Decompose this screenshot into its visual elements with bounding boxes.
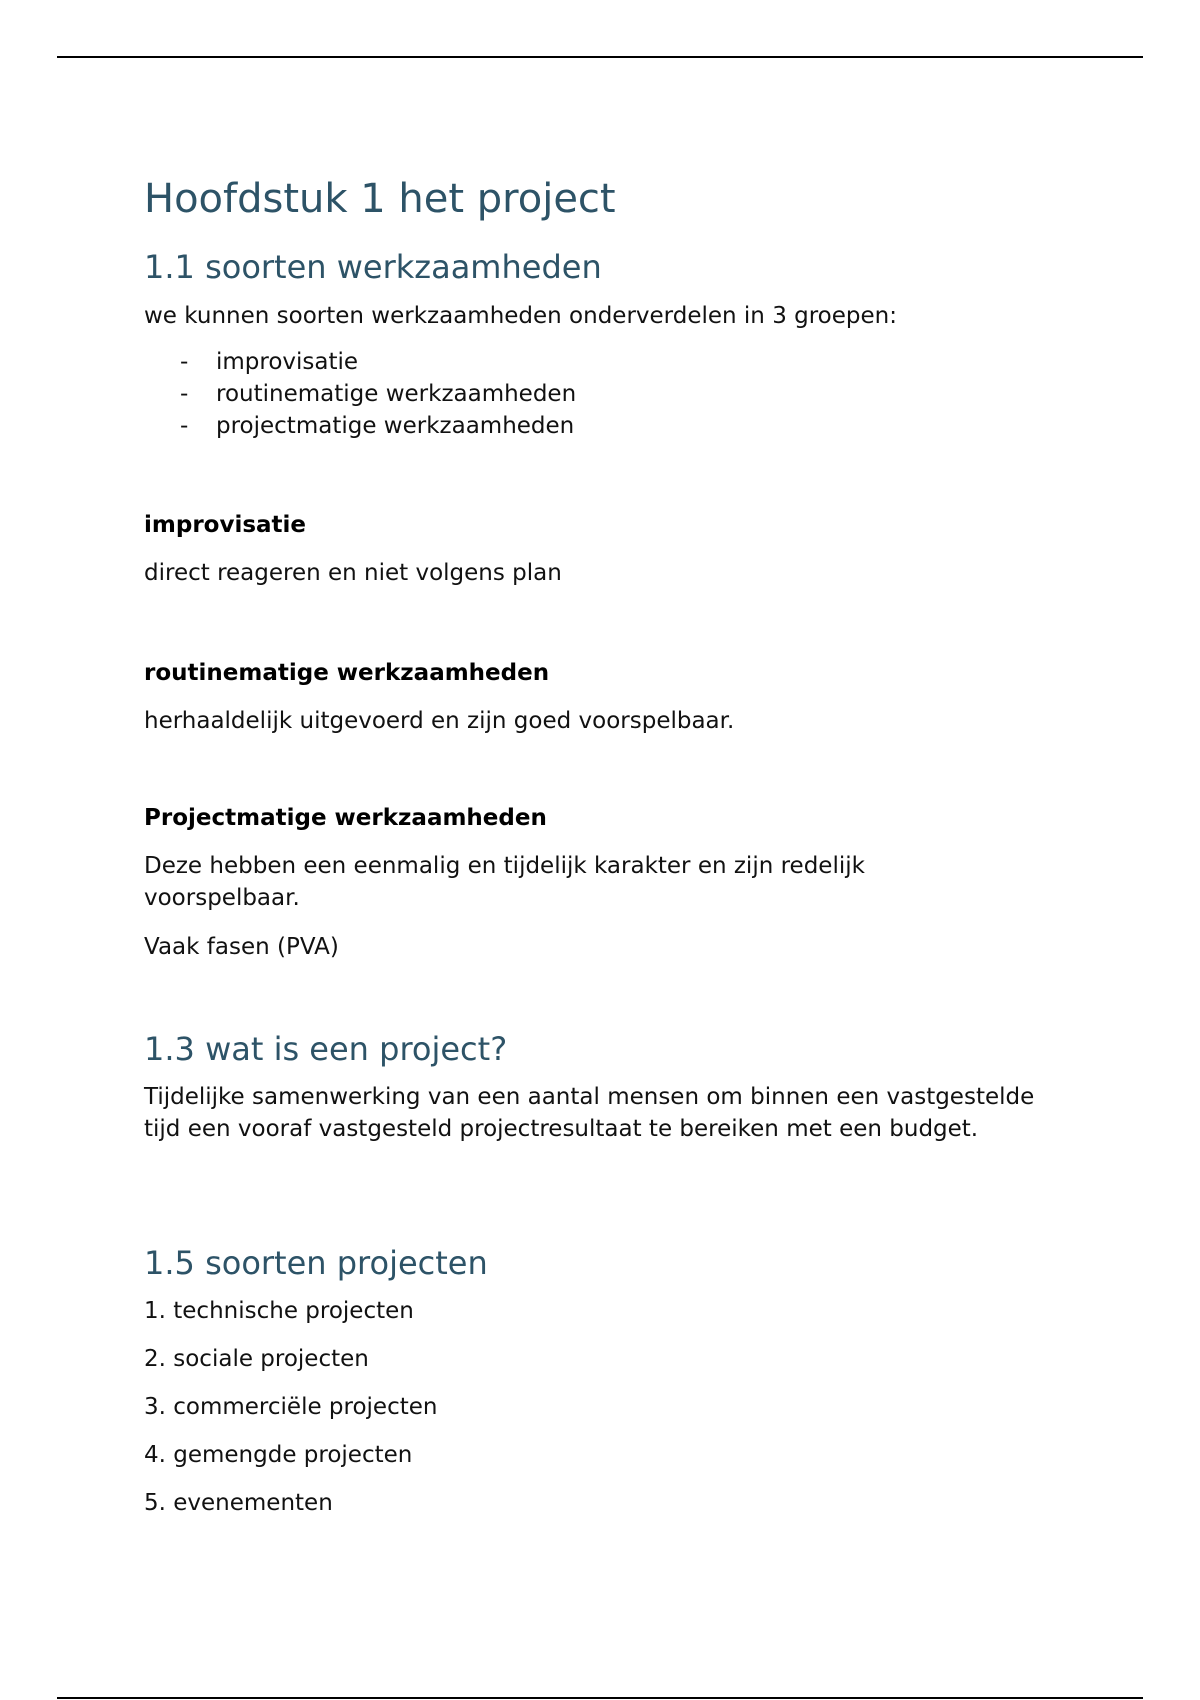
section-heading-1-1: 1.1 soorten werkzaamheden (144, 248, 602, 286)
list-item-text: routinematige werkzaamheden (216, 381, 577, 407)
dash-marker: - (180, 381, 189, 407)
work-types-list (144, 346, 576, 442)
section-1-3-text: Tijdelijke samenwerking van een aantal mensen om binnen een vastgestelde tijd een vooraf vastgesteld projectresultaat te bereiken met een budget. (144, 1084, 1035, 1142)
list-item-text: improvisatie (216, 349, 359, 375)
section-heading-1-5: 1.5 soorten projecten (144, 1244, 488, 1282)
improvisatie-text: direct reageren en niet volgens plan (144, 560, 562, 586)
dash-marker: - (180, 413, 189, 439)
routinematig-text: herhaaldelijk uitgevoerd en zijn goed voorspelbaar. (144, 708, 735, 734)
list-item: 2. sociale projecten (144, 1346, 369, 1372)
chapter-title: Hoofdstuk 1 het project (144, 176, 616, 222)
section-heading-1-3: 1.3 wat is een project? (144, 1030, 508, 1068)
list-item (144, 410, 576, 442)
list-item: 1. technische projecten (144, 1298, 414, 1324)
routinematig-heading: routinematige werkzaamheden (144, 660, 550, 686)
list-item (144, 378, 576, 410)
bottom-rule (57, 1697, 1143, 1699)
projectmatig-text: Deze hebben een eenmalig en tijdelijk karakter en zijn redelijk voorspelbaar. (144, 853, 865, 911)
list-item (144, 346, 576, 378)
section-1-1-intro: we kunnen soorten werkzaamheden onderverdelen in 3 groepen: (144, 303, 897, 329)
list-item: 4. gemengde projecten (144, 1442, 413, 1468)
dash-marker: - (180, 349, 189, 375)
list-item-text: projectmatige werkzaamheden (216, 413, 575, 439)
top-rule (57, 56, 1143, 58)
projectmatig-text-2: Vaak fasen (PVA) (144, 934, 339, 960)
list-item: 5. evenementen (144, 1490, 333, 1516)
improvisatie-heading: improvisatie (144, 512, 307, 538)
list-item: 3. commerciële projecten (144, 1394, 438, 1420)
projectmatig-heading: Projectmatige werkzaamheden (144, 805, 547, 831)
